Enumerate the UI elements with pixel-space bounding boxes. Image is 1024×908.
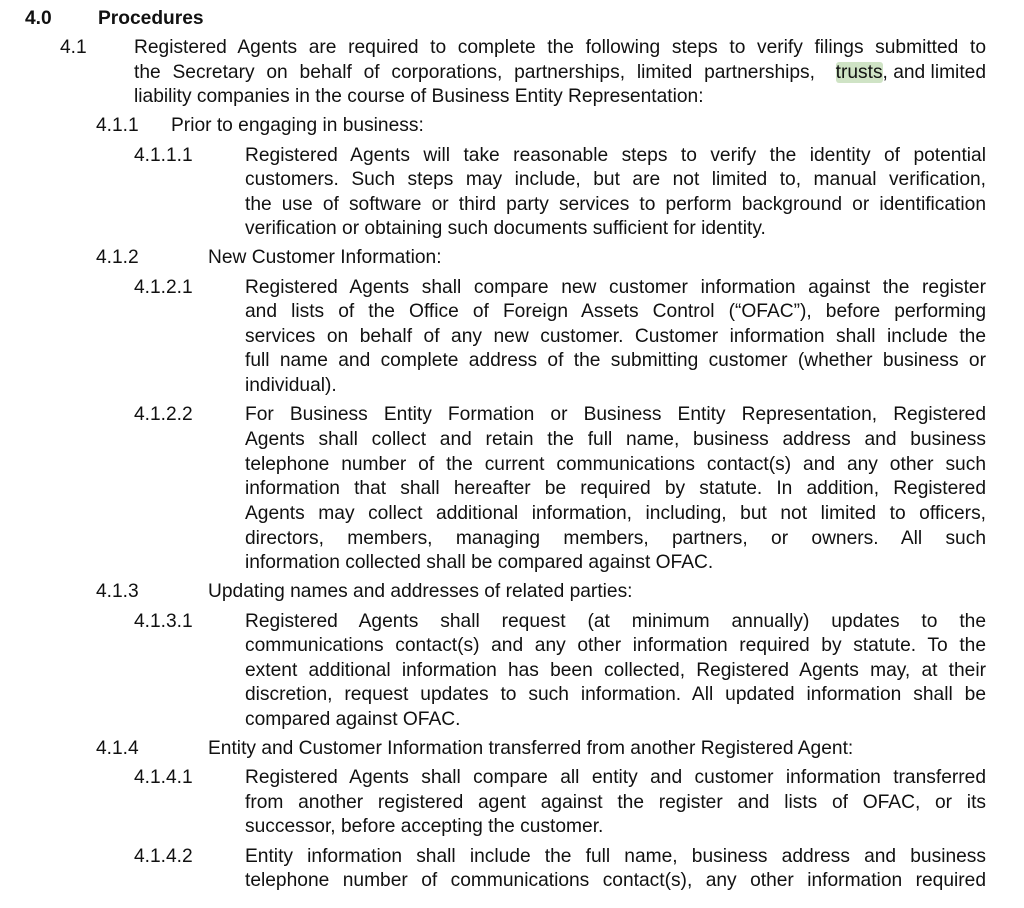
- clause-number-4-1-2-2: 4.1.2.2: [134, 404, 193, 425]
- clause-4-1-line-2-start: [134, 61, 815, 86]
- clause-number-4-1-2: 4.1.2: [96, 247, 139, 268]
- clause-4-1-4-1-line-1: Registered Agents shall compare all entity and customer information transferred: [245, 767, 986, 788]
- clause-4-1-1-1-line-2: customers. Such steps may include, but are not limited to, manual verification,: [245, 169, 986, 190]
- clause-4-1-line-3: liability companies in the course of Business Entity Representation:: [134, 86, 704, 107]
- clause-title-4-1-3: Updating names and addresses of related parties:: [208, 581, 633, 602]
- clause-4-1-3-1-line-3: extent additional information has been collected, Registered Agents may, at their: [245, 660, 986, 681]
- clause-4-1-2-1-line-1: Registered Agents shall compare new customer information against the register: [245, 277, 986, 298]
- clause-4-1-line-2-tail: , and limited: [882, 62, 986, 83]
- clause-number-4-1-1: 4.1.1: [96, 115, 139, 136]
- clause-number-4-1-4-2: 4.1.4.2: [134, 846, 193, 867]
- clause-number-4-1-3-1: 4.1.3.1: [134, 611, 193, 632]
- clause-4-1-3-1-line-5: compared against OFAC.: [245, 709, 461, 730]
- clause-title-4-1-1: Prior to engaging in business:: [171, 115, 424, 136]
- clause-number-4-1-3: 4.1.3: [96, 581, 139, 602]
- section-number: 4.0: [25, 8, 52, 29]
- clause-number-4-1-4-1: 4.1.4.1: [134, 767, 193, 788]
- clause-4-1-1-1-line-4: verification or obtaining such documents sufficient for identity.: [245, 218, 766, 239]
- clause-number-4-1-2-1: 4.1.2.1: [134, 277, 193, 298]
- clause-4-1-1-1-line-1: Registered Agents will take reasonable steps to verify the identity of potential: [245, 145, 986, 166]
- clause-4-1-4-2-line-2: telephone number of communications contact(s), any other information required: [245, 870, 986, 891]
- section-title: Procedures: [98, 8, 204, 29]
- clause-4-1-2-2-line-4: information that shall hereafter be required by statute. In addition, Registered: [245, 478, 986, 499]
- clause-title-4-1-4: Entity and Customer Information transferred from another Registered Agent:: [208, 738, 854, 759]
- clause-4-1-2-2-line-7: information collected shall be compared against OFAC.: [245, 552, 714, 573]
- clause-4-1-3-1-line-2: communications contact(s) and any other information required by statute. To the: [245, 635, 986, 656]
- clause-4-1-3-1-line-1: Registered Agents shall request (at minimum annually) updates to the: [245, 611, 986, 632]
- clause-4-1-2-2-line-3: telephone number of the current communications contact(s) and any other such: [245, 454, 986, 475]
- clause-4-1-4-1-line-3: successor, before accepting the customer.: [245, 816, 604, 837]
- clause-number-4-1-4: 4.1.4: [96, 738, 139, 759]
- highlighted-word: trusts: [835, 62, 883, 83]
- clause-4-1-line-2: [134, 61, 986, 86]
- clause-4-1-line-2-end: [836, 61, 986, 86]
- clause-4-1-4-1-line-2: from another registered agent against the register and lists of OFAC, or its: [245, 792, 986, 813]
- clause-4-1-1-1-line-3: the use of software or third party services to perform background or identification: [245, 194, 986, 215]
- clause-4-1-4-2-line-1: Entity information shall include the full name, business address and business: [245, 846, 986, 867]
- clause-number-4-1-1-1: 4.1.1.1: [134, 145, 193, 166]
- clause-4-1-3-1-line-4: discretion, request updates to such information. All updated information shall be: [245, 684, 986, 705]
- clause-4-1-2-2-line-2: Agents shall collect and retain the full name, business address and business: [245, 429, 986, 450]
- clause-4-1-2-1-line-5: individual).: [245, 375, 337, 396]
- clause-4-1-line-1: Registered Agents are required to complete the following steps to verify filings submitted to: [134, 37, 986, 58]
- clause-4-1-2-1-line-2: and lists of the Office of Foreign Assets Control (“OFAC”), before performing: [245, 301, 986, 322]
- clause-number-4-1: 4.1: [60, 37, 87, 58]
- clause-title-4-1-2: New Customer Information:: [208, 247, 442, 268]
- clause-4-1-2-1-line-3: services on behalf of any new customer. Customer information shall include the: [245, 326, 986, 347]
- clause-4-1-2-1-line-4: full name and complete address of the submitting customer (whether business or: [245, 350, 986, 371]
- clause-4-1-2-2-line-5: Agents may collect additional information, including, but not limited to officers,: [245, 503, 986, 524]
- clause-4-1-2-2-line-1: For Business Entity Formation or Business Entity Representation, Registered: [245, 404, 986, 425]
- clause-4-1-line-2-text: the Secretary on behalf of corporations, partnerships, limited partnerships,: [134, 62, 815, 83]
- clause-4-1-2-2-line-6: directors, members, managing members, partners, or owners. All such: [245, 528, 986, 549]
